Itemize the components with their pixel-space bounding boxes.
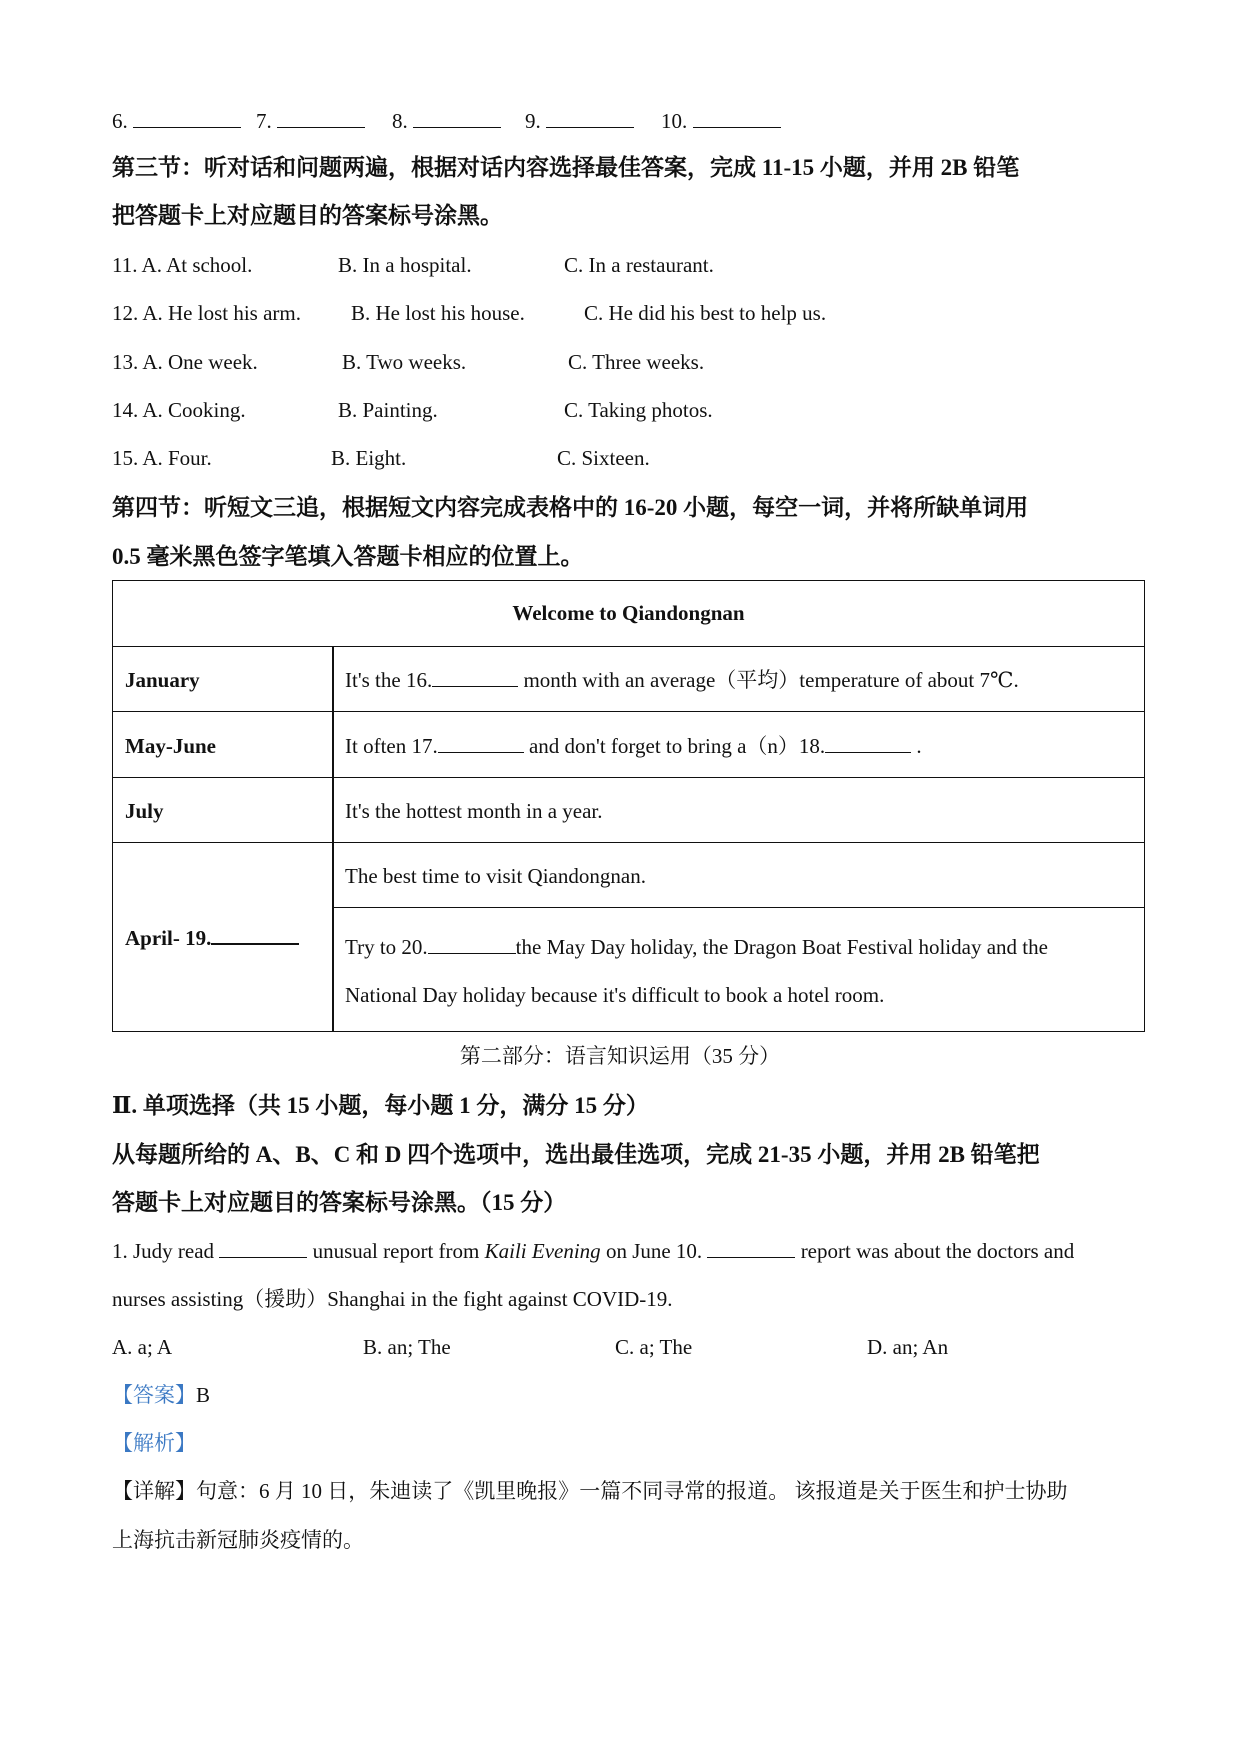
- answer-blank: [693, 109, 781, 128]
- info-table: [112, 580, 1145, 1032]
- section4-heading-line2: 0.5 毫米黑色签字笔填入答题卡相应的位置上。: [112, 544, 584, 569]
- q12-option-c: C. He did his best to help us.: [584, 301, 827, 325]
- answer-blank-17: [438, 736, 524, 753]
- part2-title: 第二部分：语言知识运用（35 分）: [459, 1044, 781, 1068]
- table-row-text-april-3: National Day holiday because it's difficult to book a hotel room.: [345, 983, 885, 1007]
- q1-option-c: C. a; The: [615, 1335, 693, 1359]
- blank-number: 8.: [392, 109, 408, 133]
- q12-option-b: B. He lost his house.: [351, 301, 525, 325]
- answer-label: 【答案】: [112, 1383, 196, 1407]
- table-row-label-january: January: [125, 668, 200, 692]
- analysis-label: 【解析】: [112, 1431, 196, 1455]
- answer-blank: [413, 109, 501, 128]
- single-choice-instruction-line2: 答题卡上对应题目的答案标号涂黑。（15 分）: [112, 1190, 567, 1215]
- q12-option-a: 12. A. He lost his arm.: [112, 301, 301, 325]
- q11-option-c: C. In a restaurant.: [564, 253, 714, 277]
- q15-option-b: B. Eight.: [331, 446, 407, 470]
- q14-option-c: C. Taking photos.: [564, 398, 713, 422]
- table-title: Welcome to Qiandongnan: [512, 601, 745, 625]
- detail-line1: 【详解】句意：6 月 10 日，朱迪读了《凯里晚报》一篇不同寻常的报道。 该报道是关于医生和护士协助: [112, 1479, 1068, 1503]
- q1-stem-line2: nurses assisting（援助）Shanghai in the fight against COVID-19.: [112, 1287, 673, 1311]
- table-row-label-april: April- 19.: [125, 927, 299, 949]
- table-row-text-april-2: Try to 20. the May Day holiday, the Dragon Boat Festival holiday and the: [345, 935, 1048, 959]
- q11-option-b: B. In a hospital.: [338, 253, 472, 277]
- blank-7: [256, 109, 365, 132]
- answer-blank: [219, 1241, 307, 1258]
- blank-number: 10.: [661, 109, 688, 133]
- table-row-text-july: It's the hottest month in a year.: [345, 799, 603, 823]
- q11-option-a: 11. A. At school.: [112, 253, 253, 277]
- answer-blank-16: [432, 670, 518, 687]
- answer-blank: [546, 109, 634, 128]
- blank-number: 9.: [525, 109, 541, 133]
- q1-stem-line1: 1. Judy read unusual report from Kaili Evening on June 10. report was about the doctors and: [112, 1239, 1075, 1263]
- section3-heading-line1: 第三节：听对话和问题两遍，根据对话内容选择最佳答案，完成 11-15 小题，并用 2B 铅笔: [112, 155, 1020, 180]
- q13-option-b: B. Two weeks.: [342, 350, 467, 374]
- blank-8: [392, 109, 501, 132]
- blank-9: [525, 109, 634, 132]
- answer-blank-18: [825, 736, 911, 753]
- answer-blank: [133, 109, 241, 128]
- blank-number: 7.: [256, 109, 272, 133]
- table-row-text-may-june: It often 17. and don't forget to bring a（n）18. .: [345, 734, 922, 758]
- q1-option-d: D. an; An: [867, 1335, 949, 1359]
- table-row-text-april-1: The best time to visit Qiandongnan.: [345, 864, 646, 888]
- detail-line2: 上海抗击新冠肺炎疫情的。: [112, 1528, 364, 1552]
- blank-10: [661, 109, 781, 132]
- q14-option-a: 14. A. Cooking.: [112, 398, 246, 422]
- answer-blank: [277, 109, 365, 128]
- q15-option-c: C. Sixteen.: [557, 446, 650, 470]
- q15-option-a: 15. A. Four.: [112, 446, 212, 470]
- answer-blank: [707, 1241, 795, 1258]
- q1-option-a: A. a; A: [112, 1335, 173, 1359]
- q13-option-a: 13. A. One week.: [112, 350, 258, 374]
- table-row-label-may-june: May-June: [125, 734, 216, 758]
- table-row-text-january: It's the 16. month with an average（平均）temperature of about 7℃.: [345, 668, 1019, 692]
- blank-6: [112, 109, 241, 132]
- answer-blank-19: [211, 927, 299, 945]
- single-choice-heading: Ⅱ. 单项选择（共 15 小题，每小题 1 分，满分 15 分）: [112, 1093, 649, 1118]
- q1-answer: [112, 1385, 210, 1406]
- table-row-label-july: July: [125, 799, 164, 823]
- newspaper-name: Kaili Evening: [484, 1239, 601, 1263]
- answer-blank-20: [428, 937, 516, 954]
- blank-number: 6.: [112, 109, 128, 133]
- detail-label: 【详解】: [112, 1479, 196, 1503]
- section3-heading-line2: 把答题卡上对应题目的答案标号涂黑。: [112, 203, 503, 228]
- q14-option-b: B. Painting.: [338, 398, 438, 422]
- q1-option-b: B. an; The: [363, 1335, 451, 1359]
- answer-value: B: [196, 1383, 211, 1407]
- q13-option-c: C. Three weeks.: [568, 350, 705, 374]
- section4-heading-line1: 第四节：听短文三追，根据短文内容完成表格中的 16-20 小题，每空一词，并将所缺单词用: [112, 495, 1029, 520]
- single-choice-instruction-line1: 从每题所给的 A、B、C 和 D 四个选项中，选出最佳选项，完成 21-35 小题，并用 2B 铅笔把: [112, 1142, 1040, 1167]
